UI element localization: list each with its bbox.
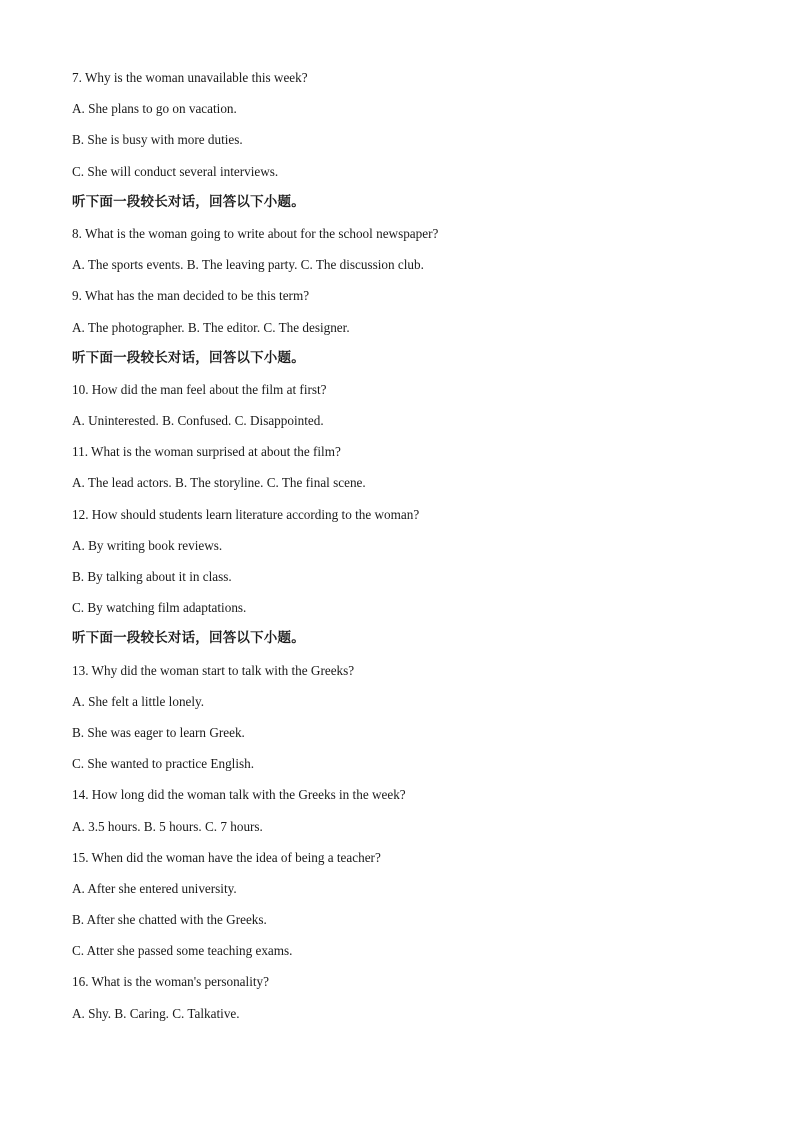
q8-options: A. The sports events. B. The leaving party. C. The discussion club. [72,257,424,273]
q15-option-b: B. After she chatted with the Greeks. [72,912,267,928]
question-16: 16. What is the woman's personality? [72,974,269,990]
section-heading: 听下面一段较长对话，回答以下小题。 [72,193,305,210]
q11-options: A. The lead actors. B. The storyline. C. The final scene. [72,475,366,491]
question-8: 8. What is the woman going to write about for the school newspaper? [72,225,439,241]
q7-option-a: A. She plans to go on vacation. [72,101,237,117]
q15-option-a: A. After she entered university. [72,880,237,896]
question-10: 10. How did the man feel about the film at first? [72,381,327,397]
q9-options: A. The photographer. B. The editor. C. The designer. [72,319,350,335]
q12-option-a: A. By writing book reviews. [72,537,223,553]
question-14: 14. How long did the woman talk with the Greeks in the week? [72,787,406,803]
q13-option-a: A. She felt a little lonely. [72,693,205,709]
q13-option-c: C. She wanted to practice English. [72,756,255,772]
question-15: 15. When did the woman have the idea of being a teacher? [72,849,381,865]
q12-option-b: B. By talking about it in class. [72,569,232,584]
question-7: 7. Why is the woman unavailable this week? [72,70,308,85]
q7-option-b: B. She is busy with more duties. [72,132,243,148]
question-12: 12. How should students learn literature according to the woman? [72,506,420,522]
q16-options: A. Shy. B. Caring. C. Talkative. [72,1005,240,1021]
section-heading: 听下面一段较长对话，回答以下小题。 [72,349,305,366]
q15-option-c: C. Atter she passed some teaching exams. [72,943,293,959]
q13-option-b: B. She was eager to learn Greek. [72,724,245,740]
q12-option-c: C. By watching film adaptations. [72,600,247,616]
q7-option-c: C. She will conduct several interviews. [72,163,279,179]
question-11: 11. What is the woman surprised at about the film? [72,444,341,460]
question-13: 13. Why did the woman start to talk with the Greeks? [72,662,355,678]
q14-options: A. 3.5 hours. B. 5 hours. C. 7 hours. [72,818,263,834]
question-9: 9. What has the man decided to be this term? [72,288,310,304]
document-page [72,62,732,1029]
section-heading: 听下面一段较长对话，回答以下小题。 [72,630,305,647]
q10-options: A. Uninterested. B. Confused. C. Disappointed. [72,413,324,429]
